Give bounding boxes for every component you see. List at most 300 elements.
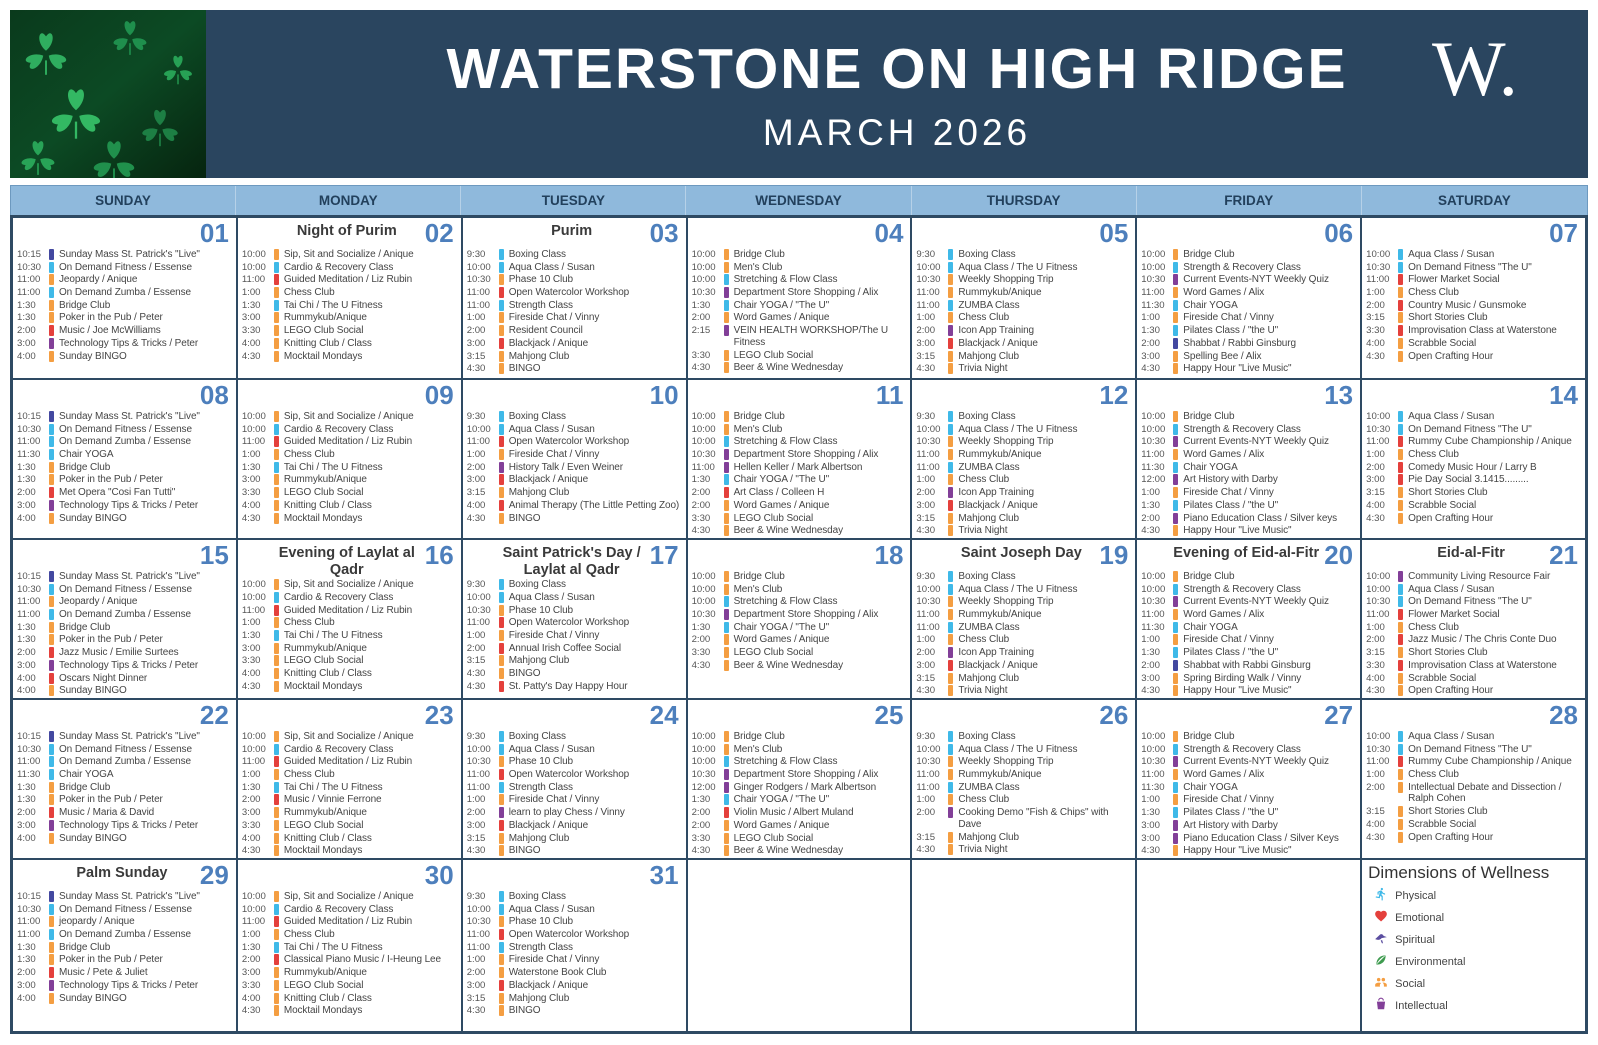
event-title: Men's Club [733, 423, 783, 435]
event-row [17, 622, 233, 634]
event-time: 4:00 [241, 832, 261, 844]
event-time: 11:00 [466, 929, 490, 941]
event-row [916, 673, 1132, 685]
event-title: Department Store Shopping / Alix [733, 449, 879, 461]
event-row [242, 681, 458, 693]
event-title: Guided Meditation / Liz Rubin [283, 756, 413, 768]
event-time: 11:30 [17, 769, 41, 781]
event-category-bar-physical [948, 300, 953, 311]
event-category-bar-social [948, 634, 953, 645]
event-time: 4:30 [241, 512, 261, 524]
event-category-bar-physical [499, 424, 504, 435]
event-title: Boxing Class [508, 249, 566, 260]
day-cell-09 [238, 380, 461, 538]
calendar-grid [10, 215, 1588, 1034]
event-title: Chess Club [958, 474, 1010, 486]
event-title: Rummykub/Anique [283, 642, 367, 654]
event-time: 2:00 [916, 487, 936, 499]
event-category-bar-social [499, 916, 504, 927]
event-row [1141, 584, 1357, 596]
event-category-bar-social [1173, 449, 1178, 460]
event-category-bar-intellectual [49, 660, 54, 671]
event-time: 4:30 [466, 363, 486, 375]
event-title: Open Crafting Hour [1408, 831, 1494, 843]
event-category-bar-physical [499, 942, 504, 953]
event-row [1141, 500, 1357, 512]
event-category-bar-social [499, 954, 504, 965]
event-row [692, 249, 908, 261]
event-title: Sip, Sit and Socialize / Anique [283, 731, 414, 742]
event-time: 10:15 [17, 411, 42, 422]
event-row [916, 782, 1132, 794]
event-category-bar-physical [49, 756, 54, 767]
event-row [916, 338, 1132, 350]
event-time: 1:00 [916, 634, 936, 646]
event-row [692, 500, 908, 512]
event-row [1141, 807, 1357, 819]
event-title: Rummykub/Anique [958, 609, 1042, 621]
event-list [17, 249, 233, 362]
event-row [467, 681, 683, 693]
event-title: Short Stories Club [1408, 806, 1488, 818]
day-cell-27 [1137, 700, 1360, 858]
event-row [17, 916, 233, 928]
event-category-bar-physical [948, 731, 953, 742]
holiday-title: Evening of Laylat al Qadr [278, 545, 415, 578]
event-title: Chess Club [283, 287, 335, 299]
event-row [17, 449, 233, 461]
event-time: 3:15 [916, 512, 936, 524]
event-row [916, 363, 1132, 375]
event-row [17, 436, 233, 448]
event-row [916, 571, 1132, 583]
event-category-bar-social [499, 513, 504, 524]
event-time: 4:30 [691, 525, 711, 537]
event-row [1366, 513, 1582, 525]
event-title: BINGO [508, 845, 541, 857]
event-row [692, 350, 908, 362]
event-time: 4:30 [916, 525, 936, 537]
event-title: Boxing Class [508, 411, 566, 422]
event-list [1366, 411, 1582, 524]
event-row [692, 474, 908, 486]
event-title: On Demand Fitness "The U" [1408, 423, 1532, 435]
event-row [242, 617, 458, 629]
event-category-bar-social [1398, 338, 1403, 349]
day-cell-21 [1362, 540, 1585, 698]
event-title: Cardio & Recovery Class [283, 743, 394, 755]
event-title: Music / Joe McWilliams [59, 325, 161, 337]
event-time: 1:00 [1141, 794, 1160, 806]
event-time: 10:30 [691, 609, 716, 621]
event-list [242, 249, 458, 362]
event-category-bar-social [724, 411, 729, 422]
event-row [916, 300, 1132, 312]
event-list [916, 571, 1132, 697]
event-title: Community Living Resource Fair [1408, 571, 1551, 582]
event-row [17, 731, 233, 743]
event-time: 11:00 [916, 621, 940, 633]
event-row [242, 351, 458, 363]
heart-icon [1374, 909, 1388, 926]
event-title: On Demand Zumba / Essense [59, 756, 192, 768]
event-title: Ginger Rodgers / Mark Albertson [733, 781, 877, 793]
event-title: On Demand Fitness / Essense [59, 583, 192, 595]
event-row [242, 449, 458, 461]
event-category-bar-social [1398, 287, 1403, 298]
event-list [692, 571, 908, 672]
event-title: Bridge Club [733, 731, 785, 742]
event-title: Beer & Wine Wednesday [733, 659, 844, 671]
event-title: Pie Day Social 3.1415......... [1408, 474, 1529, 486]
day-number: 02 [424, 218, 454, 248]
event-row [17, 794, 233, 806]
event-title: Men's Club [733, 743, 783, 755]
event-time: 2:00 [691, 487, 711, 499]
event-time: 1:00 [466, 630, 486, 642]
event-title: Sip, Sit and Socialize / Anique [283, 891, 414, 902]
event-category-bar-physical [49, 424, 54, 435]
event-category-bar-physical [499, 904, 504, 915]
event-title: Boxing Class [958, 249, 1016, 260]
event-time: 3:00 [241, 967, 261, 979]
event-time: 2:00 [17, 325, 36, 337]
event-title: Men's Club [733, 261, 783, 273]
event-title: Bridge Club [1183, 731, 1235, 742]
event-category-bar-physical [1173, 325, 1178, 336]
event-row [692, 622, 908, 634]
event-category-bar-physical [948, 744, 953, 755]
day-cell-02 [238, 218, 461, 378]
event-title: Art Class / Colleen H [733, 487, 825, 499]
event-title: Rummykub/Anique [283, 312, 367, 324]
event-category-bar-social [948, 685, 953, 696]
event-title: Piano Education Class / Silver Keys [1183, 832, 1339, 844]
event-list [17, 731, 233, 844]
event-time: 12:00 [1141, 474, 1166, 486]
event-time: 1:30 [17, 461, 36, 473]
day-cell-14 [1362, 380, 1585, 538]
event-category-bar-social [1398, 312, 1403, 323]
event-time: 10:00 [691, 423, 716, 435]
event-time: 1:00 [916, 474, 936, 486]
event-title: Cardio & Recovery Class [283, 261, 394, 273]
event-time: 3:00 [466, 474, 486, 486]
event-title: Aqua Class / Susan [508, 903, 595, 915]
event-row [916, 325, 1132, 337]
event-title: Technology Tips & Tricks / Peter [59, 979, 199, 991]
event-title: On Demand Fitness / Essense [59, 423, 192, 435]
event-category-bar-social [49, 274, 54, 285]
event-row [467, 1005, 683, 1017]
event-category-bar-physical [499, 249, 504, 260]
event-time: 9:30 [466, 579, 486, 591]
event-row [916, 312, 1132, 324]
event-category-bar-social [948, 844, 953, 855]
event-row [17, 424, 233, 436]
event-title: Stretching & Flow Class [733, 596, 838, 608]
event-time: 9:30 [916, 411, 936, 422]
event-category-bar-physical [1398, 744, 1403, 755]
event-row [467, 249, 683, 261]
event-title: Aqua Class / Susan [508, 592, 595, 604]
event-time: 10:00 [466, 592, 491, 604]
event-row [242, 782, 458, 794]
event-category-bar-social [1173, 312, 1178, 323]
event-category-bar-social [499, 274, 504, 285]
day-cell-22 [13, 700, 236, 858]
event-category-bar-intellectual [724, 609, 729, 620]
event-time: 11:00 [466, 941, 490, 953]
event-row [242, 655, 458, 667]
event-title: Cooking Demo "Fish & Chips" with Dave [958, 807, 1109, 830]
event-time: 4:00 [1366, 818, 1385, 830]
day-cell-01 [13, 218, 236, 378]
event-list [467, 891, 683, 1017]
event-category-bar-social [1173, 609, 1178, 620]
event-row [1141, 525, 1357, 537]
event-row [1141, 744, 1357, 756]
event-row [17, 584, 233, 596]
event-time: 1:30 [1141, 807, 1160, 819]
event-time: 3:15 [466, 350, 486, 362]
event-row [467, 424, 683, 436]
event-row [17, 274, 233, 286]
event-title: Icon App Training [958, 487, 1034, 499]
event-category-bar-physical [1173, 424, 1178, 435]
event-category-bar-physical [948, 462, 953, 473]
event-time: 3:30 [241, 819, 261, 831]
event-category-bar-emotional [948, 338, 953, 349]
event-row [1366, 500, 1582, 512]
event-row [692, 807, 908, 819]
event-title: Trivia Night [958, 685, 1008, 697]
event-category-bar-physical [499, 579, 504, 590]
event-row [692, 571, 908, 583]
event-category-bar-social [1398, 622, 1403, 633]
event-row [17, 300, 233, 312]
event-category-bar-physical [724, 274, 729, 285]
day-number: 26 [1099, 700, 1129, 730]
event-time: 1:30 [241, 630, 261, 642]
event-list [467, 579, 683, 692]
event-category-bar-social [948, 596, 953, 607]
event-category-bar-social [1398, 513, 1403, 524]
event-category-bar-social [948, 436, 953, 447]
event-time: 10:30 [691, 449, 716, 461]
event-title: Chair YOGA [59, 449, 114, 461]
weekday-header-row [10, 185, 1588, 215]
event-title: Poker in the Pub / Peter [59, 474, 163, 486]
day-cell-23 [238, 700, 461, 858]
event-list [242, 891, 458, 1017]
event-row [242, 474, 458, 486]
event-row [242, 274, 458, 286]
clover-photo [10, 10, 206, 178]
event-row [1141, 609, 1357, 621]
event-row [17, 513, 233, 525]
event-title: Current Events-NYT Weekly Quiz [1183, 436, 1329, 448]
event-category-bar-physical [274, 462, 279, 473]
event-title: On Demand Zumba / Essense [59, 436, 192, 448]
event-title: LEGO Club Social [283, 655, 364, 667]
event-category-bar-social [1173, 571, 1178, 582]
event-title: Tai Chi / The U Fitness [283, 461, 383, 473]
event-row [1141, 845, 1357, 857]
day-number: 27 [1324, 700, 1354, 730]
event-category-bar-emotional [274, 436, 279, 447]
holiday-title: Saint Joseph Day [960, 545, 1082, 561]
event-category-bar-emotional [499, 643, 504, 654]
event-row [692, 756, 908, 768]
event-title: Aqua Class / The U Fitness [958, 583, 1078, 595]
event-title: Knitting Club / Class [283, 992, 372, 1004]
event-category-bar-social [724, 647, 729, 658]
event-title: Sunday Mass St. Patrick's "Live" [59, 731, 200, 742]
event-row [1366, 262, 1582, 274]
event-category-bar-physical [1398, 596, 1403, 607]
event-time: 10:15 [17, 891, 42, 902]
event-row [467, 274, 683, 286]
event-time: 2:00 [691, 312, 711, 324]
event-time: 2:00 [241, 794, 261, 806]
event-row [17, 891, 233, 903]
event-category-bar-social [948, 449, 953, 460]
wellness-item-environmental [1374, 953, 1582, 970]
event-row [467, 967, 683, 979]
event-title: Chess Club [1408, 287, 1459, 299]
wellness-item-label: Emotional [1395, 911, 1445, 924]
event-time: 3:15 [466, 655, 486, 667]
event-title: Mahjong Club [958, 512, 1019, 524]
event-title: LEGO Club Social [283, 487, 364, 499]
event-time: 4:00 [241, 992, 261, 1004]
event-category-bar-physical [499, 411, 504, 422]
event-time: 2:00 [17, 967, 36, 979]
event-time: 3:30 [691, 832, 711, 844]
event-row [1141, 634, 1357, 646]
event-title: Chair YOGA [59, 769, 114, 781]
day-cell-26 [912, 700, 1135, 858]
event-time: 10:00 [1366, 249, 1391, 260]
event-row [1366, 325, 1582, 337]
event-title: Animal Therapy (The Little Petting Zoo) [508, 499, 680, 511]
event-row [692, 262, 908, 274]
event-category-bar-social [724, 312, 729, 323]
event-title: BINGO [508, 512, 541, 524]
event-title: Trivia Night [958, 363, 1008, 375]
event-row [242, 436, 458, 448]
event-time: 11:30 [17, 449, 41, 461]
event-category-bar-social [948, 794, 953, 805]
event-title: Poker in the Pub / Peter [59, 312, 163, 324]
event-time: 2:00 [1366, 461, 1385, 473]
event-row [17, 571, 233, 583]
event-time: 10:00 [241, 903, 266, 915]
event-time: 10:30 [17, 583, 42, 595]
event-row [1141, 287, 1357, 299]
event-row [467, 954, 683, 966]
event-row [467, 845, 683, 857]
event-time: 9:30 [466, 731, 486, 742]
empty-day-cell [912, 860, 1135, 1031]
event-title: Mocktail Mondays [283, 680, 363, 692]
event-category-bar-spiritual [49, 891, 54, 902]
event-time: 3:00 [17, 819, 36, 831]
event-title: LEGO Club Social [733, 512, 814, 524]
event-title: Sip, Sit and Socialize / Anique [283, 249, 414, 260]
event-title: Country Music / Gunsmoke [1408, 299, 1527, 311]
event-list [17, 411, 233, 524]
event-row [467, 630, 683, 642]
wellness-item-label: Intellectual [1395, 999, 1448, 1012]
event-title: Men's Club [733, 583, 783, 595]
event-time: 10:00 [241, 592, 266, 604]
event-category-bar-spiritual [49, 411, 54, 422]
event-list [916, 731, 1132, 856]
event-list [1141, 571, 1357, 697]
weekday-header-sunday: SUNDAY [11, 186, 236, 215]
event-row [242, 993, 458, 1005]
day-number: 17 [649, 540, 679, 570]
holiday-title: Evening of Eid-al-Fitr [1173, 545, 1320, 561]
event-category-bar-social [1173, 487, 1178, 498]
event-row [242, 916, 458, 928]
event-category-bar-intellectual [1173, 436, 1178, 447]
event-title: Pilates Class / "the U" [1183, 807, 1279, 819]
event-category-bar-social [499, 605, 504, 616]
event-title: St. Patty's Day Happy Hour [508, 680, 628, 692]
event-category-bar-social [724, 500, 729, 511]
event-list [17, 891, 233, 1004]
event-list [692, 731, 908, 857]
event-time: 10:00 [466, 903, 491, 915]
event-category-bar-emotional [49, 325, 54, 336]
day-number: 09 [424, 380, 454, 410]
event-row [467, 287, 683, 299]
event-title: learn to play Chess / Vinny [508, 807, 625, 819]
leaf-icon [1374, 953, 1388, 970]
event-row [17, 904, 233, 916]
event-title: Chess Club [1408, 769, 1459, 781]
event-title: Open Watercolor Workshop [508, 769, 630, 781]
event-category-bar-social [724, 845, 729, 856]
day-number: 24 [649, 700, 679, 730]
event-category-bar-physical [49, 287, 54, 298]
event-title: ZUMBA Class [958, 299, 1020, 311]
event-category-bar-physical [1398, 249, 1403, 260]
event-time: 10:00 [1141, 423, 1166, 435]
event-time: 3:15 [1366, 806, 1385, 818]
event-category-bar-social [499, 993, 504, 1004]
event-row [916, 424, 1132, 436]
event-row [242, 967, 458, 979]
event-row [916, 769, 1132, 781]
event-row [1141, 424, 1357, 436]
event-time: 11:00 [1366, 274, 1390, 286]
event-row [467, 262, 683, 274]
event-category-bar-social [49, 622, 54, 633]
event-title: Strength & Recovery Class [1183, 423, 1301, 435]
event-category-bar-social [1173, 794, 1178, 805]
event-title: Scrabble Social [1408, 499, 1477, 511]
event-time: 3:00 [17, 659, 36, 671]
event-time: 11:00 [17, 274, 41, 286]
event-row [17, 487, 233, 499]
event-row [916, 622, 1132, 634]
event-title: Chess Club [958, 634, 1010, 646]
event-time: 1:00 [466, 312, 486, 324]
